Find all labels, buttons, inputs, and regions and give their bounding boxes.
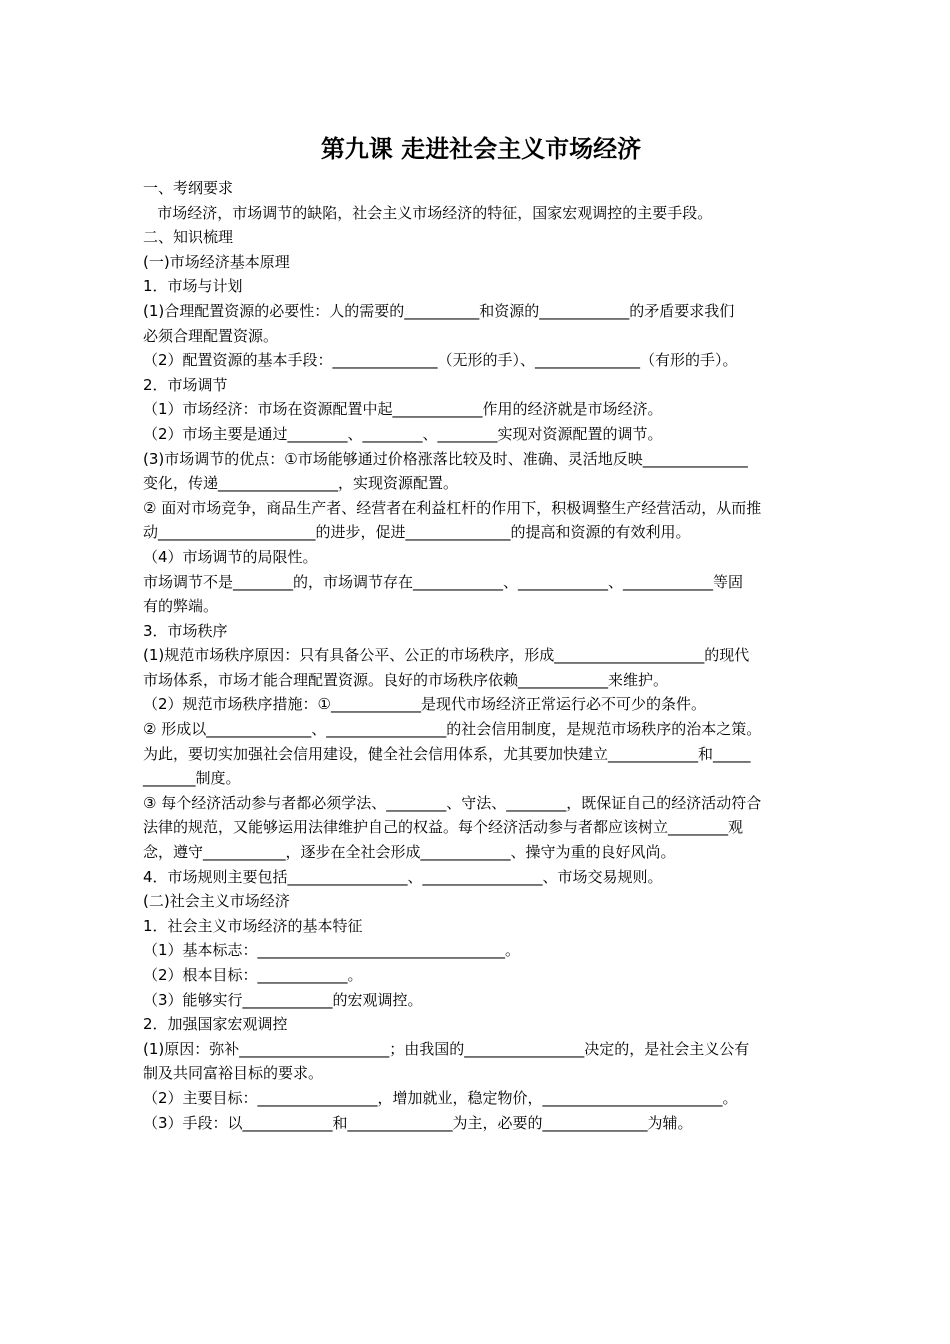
text-line: 制及共同富裕目标的要求。 [143, 1064, 324, 1083]
text-line: 1．市场与计划 [143, 277, 243, 296]
text-line: 二、知识梳理 [143, 228, 234, 247]
text-line: 市场调节不是________的，市场调节存在____________、____________、____________等固 [143, 572, 744, 591]
text-line: 一、考纲要求 [143, 179, 234, 197]
text-line: (一)市场经济基本原理 [143, 252, 290, 271]
text-line: （1）基本标志：_________________________________。 [143, 941, 521, 960]
text-line: 变化，传递________________，实现资源配置。 [143, 474, 459, 493]
text-line: 法律的规范，又能够运用法律维护自己的权益。每个经济活动参与者都应该树立________观 [143, 818, 744, 837]
text-line: ② 面对市场竞争，商品生产者、经营者在利益杠杆的作用下，积极调整生产经营活动，从而推 [143, 498, 762, 517]
document-body [143, 176, 819, 1135]
text-line: (1)合理配置资源的必要性：人的需要的__________和资源的____________的矛盾要求我们 [143, 301, 735, 320]
text-line: 市场经济，市场调节的缺陷，社会主义市场经济的特征，国家宏观调控的主要手段。 [143, 203, 713, 222]
text-line: （2）配置资源的基本手段：______________（无形的手）、______________（有形的手）。 [143, 351, 738, 370]
text-line: (二)社会主义市场经济 [143, 892, 290, 911]
text-line: 必须合理配置资源。 [143, 326, 279, 345]
text-line: 2．市场调节 [143, 375, 228, 394]
text-line: 2．加强国家宏观调控 [143, 1015, 288, 1034]
text-line: (1)原因：弥补____________________；由我国的________________决定的，是社会主义公有 [143, 1039, 750, 1058]
page-title: 第九课 走进社会主义市场经济 [320, 135, 642, 163]
text-line: 1．社会主义市场经济的基本特征 [143, 916, 363, 935]
document-page [143, 132, 819, 1135]
text-line: 4．市场规则主要包括________________、________________、市场交易规则。 [143, 867, 663, 886]
text-line: 市场体系，市场才能合理配置资源。良好的市场秩序依赖____________来维护。 [143, 670, 669, 689]
text-line: （2）规范市场秩序措施：①____________是现代市场经济正常运行必不可少的条件。 [143, 695, 706, 714]
text-line: ② 形成以______________、________________的社会信用制度，是规范市场秩序的治本之策。 [143, 720, 762, 739]
text-line: （3）能够实行____________的宏观调控。 [143, 990, 423, 1009]
text-line: ③ 每个经济活动参与者都必须学法、________、守法、________，既保证自己的经济活动符合 [143, 793, 762, 812]
text-line: 有的弊端。 [143, 597, 219, 616]
text-line: （1）市场经济：市场在资源配置中起____________作用的经济就是市场经济。 [143, 400, 663, 419]
text-line: 3．市场秩序 [143, 621, 228, 640]
text-line: （2）根本目标：____________。 [143, 966, 363, 984]
text-line: _______制度。 [143, 769, 241, 788]
text-line: 为此，要切实加强社会信用建设，健全社会信用体系，尤其要加快建立____________和_____ [143, 744, 751, 763]
text-line: (3)市场调节的优点：①市场能够通过价格涨落比较及时、准确、灵活地反映______________ [143, 449, 748, 468]
text-line: （2）主要目标：________________，增加就业，稳定物价，________________________。 [143, 1088, 738, 1107]
text-line: （2）市场主要是通过________、________、________实现对资源配置的调节。 [143, 424, 663, 443]
text-line: 动_____________________的进步，促进______________的提高和资源的有效利用。 [143, 523, 691, 542]
text-line: （4）市场调节的局限性。 [143, 547, 318, 566]
text-line: (1)规范市场秩序原因：只有具备公平、公正的市场秩序，形成____________________的现代 [143, 646, 750, 665]
text-line: （3）手段：以____________和______________为主，必要的______________为辅。 [143, 1113, 693, 1132]
text-line: 念，遵守___________，逐步在全社会形成____________、操守为重的良好风尚。 [143, 843, 676, 862]
